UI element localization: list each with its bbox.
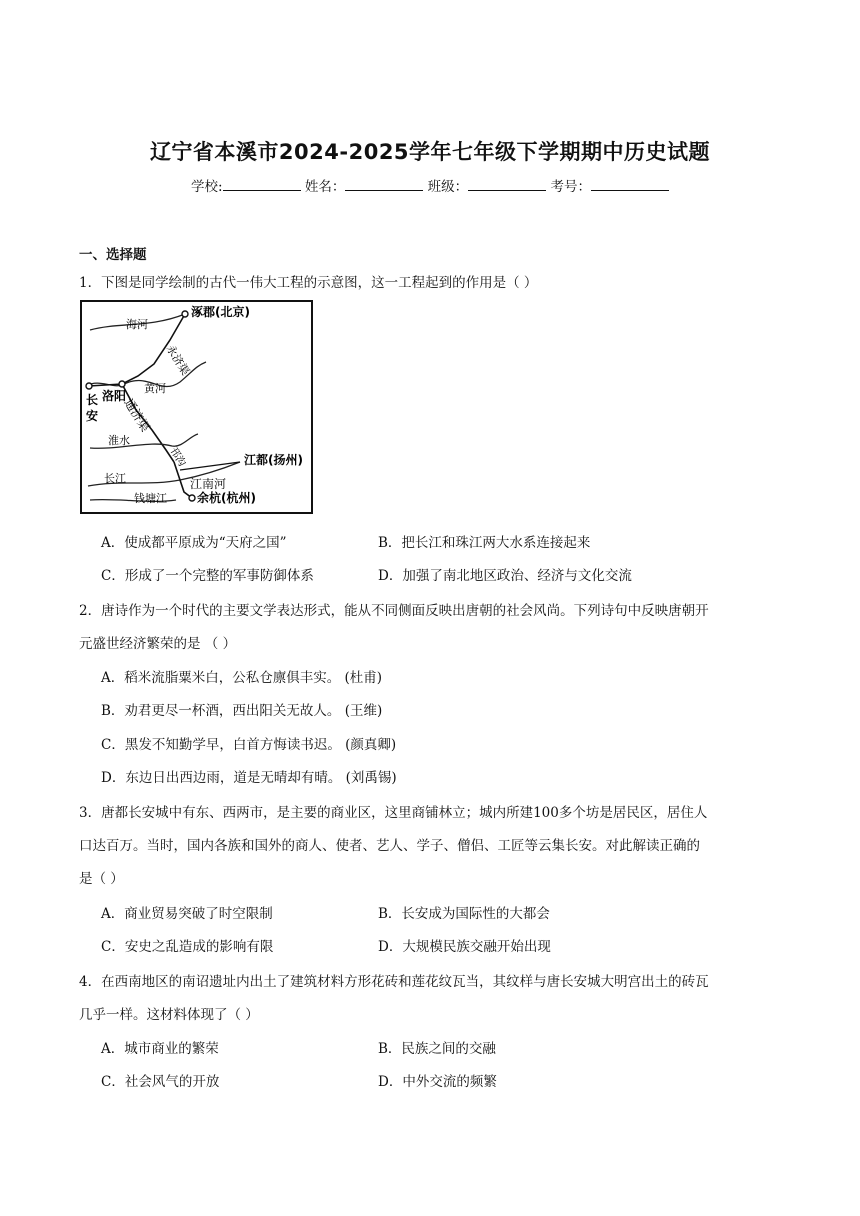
q1-option-d[interactable]: D．加强了南北地区政治、经济与文化交流 [378,568,632,584]
question-4-text-line-1: 4．在西南地区的南诏遗址内出土了建筑材料方形花砖和莲花纹瓦当，其纹样与唐长安城大明宫出土的砖瓦 [79,974,709,990]
class-blank[interactable] [468,178,546,191]
label-changan-2: 安 [86,409,99,423]
question-2-text-line-2: 元盛世经济繁荣的是 （ ） [79,636,237,652]
q3-option-a[interactable]: A．商业贸易突破了时空限制 [101,906,273,922]
label-yongjiqu: 永济渠 [163,342,192,378]
name-label: 姓名： [304,179,346,195]
question-4-text-line-2: 几乎一样。这材料体现了（ ） [79,1007,259,1023]
q1-option-a[interactable]: A．使成都平原成为“天府之国” [101,535,287,551]
label-jiangnanhe: 江南河 [190,477,227,491]
label-jiangdu: 江都(扬州) [244,453,303,467]
label-hangou: 邗沟 [167,445,188,469]
exam-number-blank[interactable] [591,178,669,191]
q1-option-c[interactable]: C．形成了一个完整的军事防御体系 [101,568,314,584]
exam-number-label: 考号： [550,179,591,195]
q2-option-b[interactable]: B．劝君更尽一杯酒，西出阳关无故人。 (王维) [101,703,383,719]
q2-option-c[interactable]: C．黑发不知勤学早，白首方悔读书迟。 (颜真卿) [101,737,397,753]
question-2-text-line-1: 2．唐诗作为一个时代的主要文学表达形式，能从不同侧面反映出唐朝的社会风尚。下列诗句中反映唐朝开 [79,603,709,619]
question-3-text-line-3: 是（ ） [79,871,124,887]
label-changjiang: 长江 [104,472,126,485]
school-label: 学校: [191,179,223,195]
label-haihe: 海河 [126,318,148,331]
q1-option-b[interactable]: B．把长江和珠江两大水系连接起来 [378,535,591,551]
luoyang-city-dot [119,381,125,387]
question-1-text: 1．下图是同学绘制的古代一伟大工程的示意图，这一工程起到的作用是（ ） [79,275,538,291]
student-info-line [0,175,860,195]
label-luoyang: 洛阳 [102,389,127,403]
q4-option-b[interactable]: B．民族之间的交融 [378,1041,496,1057]
grand-canal-map-figure [80,300,313,514]
label-huanghe: 黄河 [144,382,166,395]
label-yuhang: 余杭(杭州) [197,491,256,505]
name-blank[interactable] [345,178,423,191]
class-label: 班级： [427,179,469,195]
label-qiantangjiang: 钱塘江 [134,492,167,505]
q3-option-d[interactable]: D．大规模民族交融开始出现 [378,939,551,955]
label-huaishui: 淮水 [108,434,130,447]
grand-canal-map [80,300,313,514]
q4-option-d[interactable]: D．中外交流的频繁 [378,1074,497,1090]
q2-option-d[interactable]: D．东边日出西边雨，道是无晴却有晴。 (刘禹锡) [101,770,397,786]
label-changan-1: 长 [86,393,99,407]
label-tongjiqu: 通济渠 [121,396,153,435]
yuhang-city-dot [189,495,195,501]
school-blank[interactable] [223,178,301,191]
q2-option-a[interactable]: A．稻米流脂粟米白，公私仓廪俱丰实。 (杜甫) [101,670,383,686]
zhuojun-city-dot [182,311,188,317]
section-title: 一、选择题 [79,247,147,263]
q3-option-b[interactable]: B．长安成为国际性的大都会 [378,906,550,922]
label-zhuojun: 涿郡(北京) [191,305,250,319]
q4-option-a[interactable]: A．城市商业的繁荣 [101,1041,219,1057]
question-3-text-line-1: 3．唐都长安城中有东、西两市，是主要的商业区，这里商铺林立；城内所建100多个坊是居民区，居住人 [79,805,708,821]
question-3-text-line-2: 口达百万。当时，国内各族和国外的商人、使者、艺人、学子、僧侣、工匠等云集长安。对此解读正确的 [79,838,700,854]
changan-city-dot [86,383,92,389]
q4-option-c[interactable]: C．社会风气的开放 [101,1074,220,1090]
page-title: 辽宁省本溪市2024-2025学年七年级下学期期中历史试题 [149,140,711,164]
q3-option-c[interactable]: C．安史之乱造成的影响有限 [101,939,274,955]
